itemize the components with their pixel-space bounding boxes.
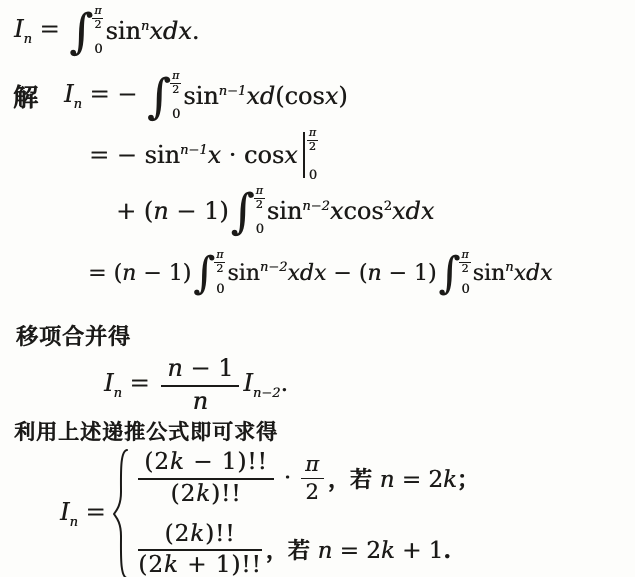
xdx: xdx (149, 17, 192, 45)
double-factorial-fraction-odd (138, 521, 262, 577)
formula-step-boundary-term (89, 127, 318, 183)
var-k: k (169, 449, 185, 476)
integral-upper-limit (170, 70, 181, 96)
sin-function: sin (227, 261, 260, 286)
two-symbol: 2 (308, 140, 316, 154)
fraction-denominator (138, 480, 274, 507)
minus-one-paren: − 1) (136, 260, 192, 286)
integrand-sin-n (105, 17, 199, 45)
equals-sign: = (77, 498, 114, 526)
integral-lower-limit: 0 (255, 222, 264, 237)
pi-symbol: π (461, 248, 469, 261)
sin-function: sin (105, 17, 141, 45)
eval-lower-limit: 0 (308, 168, 317, 183)
var-I: I (104, 369, 114, 398)
formula-step-plus-term (116, 185, 434, 237)
integral-lower-limit: 0 (461, 282, 470, 297)
sin-function: sin (266, 197, 303, 225)
integral-limits (92, 5, 103, 57)
integrand-sin-n-2-cos2 (267, 197, 434, 225)
equals-sign: = (31, 15, 68, 43)
subscript-n-2: n−2 (252, 386, 281, 402)
integral (438, 249, 470, 297)
fraction-n-minus-1-over-n (161, 355, 239, 415)
integral-lower-limit: 0 (216, 282, 225, 297)
xdx: xdx (513, 261, 553, 286)
formula-In-definition (14, 5, 199, 57)
semicolon: ； (456, 466, 479, 493)
case-even (134, 449, 479, 507)
var-n: n (379, 466, 395, 493)
subscript-n: n (113, 386, 122, 402)
exponent-n-1: n−1 (179, 143, 208, 158)
two-symbol: 2 (94, 18, 102, 32)
period: . (280, 369, 289, 398)
two-symbol: 2 (172, 83, 180, 97)
var-n: n (122, 260, 137, 286)
integral (231, 185, 265, 237)
exponent-n: n (140, 19, 150, 34)
lhs-In-equals (104, 369, 157, 401)
integral-lower-limit: 0 (171, 107, 181, 122)
vertical-rule (303, 132, 305, 178)
var-x: x (207, 141, 222, 169)
var-I: I (60, 498, 70, 526)
eval-upper-limit (307, 127, 318, 153)
integral-sign: ∫ (146, 68, 171, 124)
boundary-expression (89, 141, 298, 169)
pi-symbol: π (94, 4, 102, 17)
integral (193, 249, 225, 297)
evaluation-limits (307, 127, 318, 183)
integral-lower-limit: 0 (94, 42, 103, 57)
integral-sign: ∫ (69, 3, 94, 59)
equals-sign: = (121, 369, 158, 398)
paren-2: (2 (170, 480, 197, 507)
exponent-n: n (505, 260, 514, 275)
formula-cases-result (60, 448, 479, 577)
equals-minus: = − (81, 80, 145, 108)
integral-upper-limit (214, 249, 225, 275)
pi-over-two (170, 70, 181, 96)
integral-sign: ∫ (438, 247, 461, 298)
note-recursion-use: 利用上述递推公式即可求得 (14, 419, 278, 444)
minus-one-paren: − 1) (168, 197, 229, 225)
pi-symbol: π (305, 452, 320, 477)
pi-symbol: π (255, 184, 263, 197)
period: . (191, 17, 200, 45)
var-n: n (153, 197, 169, 225)
pi-over-two (254, 185, 265, 211)
paren-2: (2 (144, 449, 170, 476)
dblfact: )!! (211, 480, 242, 507)
pi-over-two (214, 249, 225, 275)
right-paren: ) (338, 82, 348, 110)
var-x: x (324, 82, 339, 110)
left-paren: ( (358, 261, 368, 286)
formula-step-integration-by-parts (13, 70, 348, 122)
var-k: k (442, 466, 457, 493)
plus-1: + 1 (394, 538, 444, 565)
var-k: k (380, 538, 395, 565)
if-comma-text: ，若 (265, 538, 318, 565)
exponent-2: 2 (383, 199, 392, 214)
integral-sign: ∫ (193, 247, 216, 298)
two-symbol: 2 (216, 262, 224, 276)
double-factorial-fraction-even (138, 449, 274, 507)
plus-1-dblfact: + 1)!! (178, 552, 262, 577)
lhs-In-equals-minus (64, 80, 145, 112)
integral-upper-limit (254, 185, 265, 211)
paren-2: (2 (138, 552, 164, 577)
equals-2: = 2 (394, 466, 443, 493)
integral (69, 5, 103, 57)
pi-over-two (307, 127, 318, 153)
integrand-sin-n-2 (227, 260, 436, 286)
integral-upper-limit (92, 5, 103, 31)
integral-limits (459, 249, 470, 297)
fraction-numerator (138, 449, 274, 479)
cases-brace (113, 448, 129, 577)
xd: xd (246, 82, 276, 110)
cos-function: cos (284, 82, 325, 110)
var-n: n (192, 386, 209, 415)
note-transpose: 移项合并得 (16, 324, 132, 350)
left-paren: ( (275, 82, 285, 110)
var-x: x (329, 197, 344, 225)
coefficient-1 (88, 261, 191, 286)
integral-upper-limit (459, 249, 470, 275)
subscript-n: n (73, 97, 82, 112)
pi-symbol: π (308, 126, 316, 139)
integral-sign: ∫ (230, 183, 255, 239)
exponent-n-1: n−1 (218, 84, 247, 99)
var-n: n (317, 538, 333, 565)
subscript-n: n (23, 32, 32, 47)
two-symbol: 2 (305, 479, 320, 504)
integrand-sin-n (473, 260, 553, 286)
cos-function: cos (343, 197, 384, 225)
fraction-numerator (301, 452, 324, 478)
integral-limits (214, 249, 225, 297)
var-I: I (243, 369, 253, 398)
minus-one: − 1 (182, 354, 234, 382)
condition-odd (266, 534, 451, 565)
rhs-I-n-2 (243, 369, 288, 401)
fraction-denominator (138, 551, 262, 577)
two-symbol: 2 (255, 198, 263, 212)
paren-2: (2 (164, 521, 191, 547)
cases-column (134, 449, 479, 577)
fraction-numerator (138, 521, 262, 551)
fraction-denominator (301, 479, 324, 504)
fraction-denominator (161, 387, 239, 416)
formula-step-combined (88, 249, 552, 297)
two-symbol: 2 (461, 262, 469, 276)
var-k: k (196, 480, 212, 507)
minus-sign: − (326, 261, 359, 286)
plus-coefficient (116, 197, 229, 225)
minus-one-paren: − 1) (381, 261, 437, 286)
sin-function: sin (144, 141, 180, 169)
center-dot: · (221, 141, 244, 169)
sin-function: sin (472, 261, 506, 286)
fraction-numerator (161, 355, 239, 387)
subscript-n: n (69, 515, 78, 530)
pi-symbol: π (216, 248, 224, 261)
var-x: x (284, 141, 298, 169)
minus-1-dblfact: − 1)!! (184, 449, 268, 476)
evaluation-bar (303, 127, 318, 183)
formula-recurrence (104, 355, 288, 415)
equals-minus: = − (89, 141, 145, 169)
center-dot: · (283, 465, 292, 492)
exponent-n-2: n−2 (259, 260, 288, 275)
lhs-In-equals (14, 15, 67, 47)
xdx: xdx (391, 197, 435, 225)
xdx: xdx (287, 261, 327, 286)
var-n: n (167, 354, 183, 382)
left-paren: ( (143, 197, 154, 225)
lhs-In-equals (60, 498, 113, 530)
equals-2: = 2 (332, 538, 381, 565)
pi-over-two (92, 5, 103, 31)
dblfact: )!! (205, 521, 236, 547)
case-odd (134, 521, 479, 577)
pi-over-two-fraction (301, 452, 324, 503)
left-paren: ( (113, 260, 123, 286)
solve-label: 解 (13, 83, 39, 112)
plus-sign: + (116, 197, 144, 225)
var-k: k (163, 552, 179, 577)
exponent-n-2: n−2 (302, 199, 330, 214)
condition-even (328, 463, 479, 494)
period: . (443, 538, 451, 565)
sin-function: sin (183, 82, 219, 110)
var-k: k (190, 521, 206, 547)
integral-limits (170, 70, 181, 122)
pi-symbol: π (171, 69, 180, 82)
if-comma-text: ，若 (327, 466, 380, 493)
var-n: n (367, 261, 382, 286)
var-I: I (14, 15, 24, 43)
integral (147, 70, 181, 122)
integrand-sin-n-1-dcos (183, 82, 347, 110)
equals-sign: = (88, 260, 114, 286)
pi-over-two (459, 249, 470, 275)
integral-limits (254, 185, 265, 237)
cos-function: cos (243, 141, 285, 169)
var-I: I (64, 80, 74, 108)
